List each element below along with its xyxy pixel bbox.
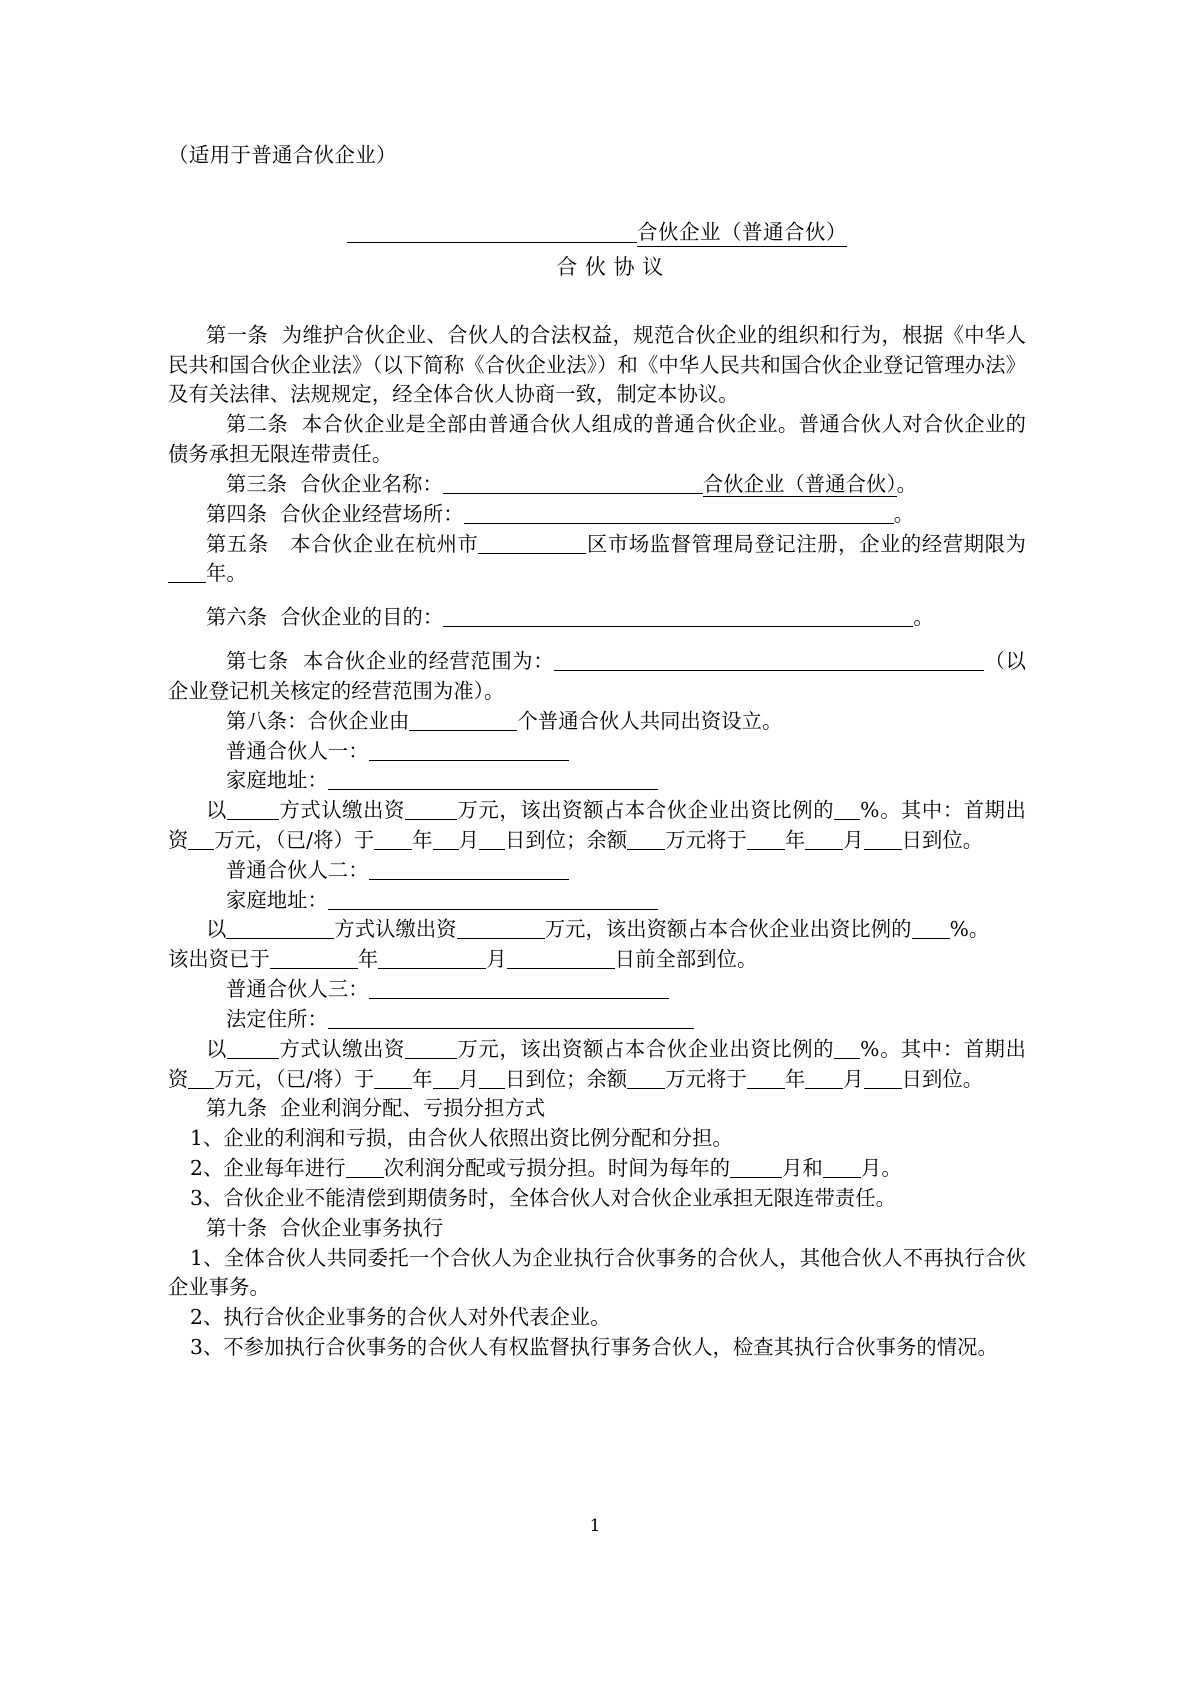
- p3-c-p10: 年: [784, 1066, 806, 1091]
- article-8-label: 第八条：: [226, 708, 308, 733]
- partner-2-amount-input[interactable]: [457, 919, 545, 939]
- p3-c-p11: 月: [843, 1066, 864, 1091]
- partner-2-name-row: [168, 856, 1026, 886]
- partner-1-label: 普通合伙人一：: [226, 738, 369, 763]
- p3-c-p9: 万元将于: [665, 1066, 747, 1091]
- p2-c-p4: %。: [949, 917, 990, 942]
- p1-c-p12: 日到位。: [901, 828, 984, 852]
- partner-2-address-row: [168, 886, 1026, 916]
- partner-3-year-input[interactable]: [374, 1068, 412, 1088]
- p2-c-p2: 方式认缴出资: [334, 917, 457, 942]
- article-10-heading: [168, 1214, 1026, 1244]
- p3-c-p4: %。其中：首期出资: [168, 1036, 1026, 1091]
- partner-2-paid-day-input[interactable]: [507, 949, 615, 969]
- article-7-label: 第七条: [226, 649, 289, 674]
- p3-c-p3: 万元，该出资额占本合伙企业出资比例的: [457, 1036, 835, 1061]
- partner-3-address-row: [168, 1005, 1026, 1035]
- partner-3-month-input[interactable]: [433, 1068, 459, 1088]
- applicability-note: （适用于普通合伙企业）: [168, 143, 397, 167]
- partner-1-name-row: [168, 737, 1026, 767]
- article-1-text: 为维护合伙企业、合伙人的合法权益，规范合伙企业的组织和行为，根据《中华人民共和国合伙企业法》（以下简称《合伙企业法》）和《中华人民共和国合伙企业登记管理办法》及有关法律、法规规定，经全体合伙人协商一致，制定本协议。: [168, 322, 1026, 407]
- article-8-part2: 个普通合伙人共同出资设立。: [517, 708, 783, 733]
- article-7-suffix: （以企业登记机关核定的经营范围为准）。: [168, 649, 1027, 703]
- p3-c-p6: 年: [412, 1066, 433, 1091]
- article-8-part1: 合伙企业由: [307, 708, 410, 733]
- article-1: [168, 321, 1026, 410]
- partner-3-day-input[interactable]: [479, 1068, 505, 1088]
- p3-c-p8: 日到位；余额: [505, 1066, 628, 1091]
- article-9-title: 企业利润分配、亏损分担方式: [280, 1096, 546, 1121]
- article-6-suffix: 。: [913, 605, 934, 630]
- partner-1-month-input[interactable]: [433, 830, 459, 850]
- partner-3-amount-input[interactable]: [405, 1039, 457, 1059]
- article-6-prefix: 合伙企业的目的：: [280, 605, 444, 630]
- p1-c-p4: %。其中：首期出资: [168, 798, 1026, 852]
- article-9-label: 第九条: [206, 1096, 268, 1121]
- article-9-item-1: 1、企业的利润和亏损，由合伙人依照出资比例分配和分担。: [190, 1126, 733, 1151]
- article-5-part2: 区市场监督管理局登记注册，企业的经营期限为: [586, 531, 1026, 556]
- p1-c-p5: 万元，（已/将）于: [214, 828, 375, 852]
- p1-c-p11: 月: [843, 828, 864, 852]
- partner-1-address-label: 家庭地址：: [226, 768, 328, 793]
- partner-1-balance-year-input[interactable]: [747, 830, 785, 850]
- article-3-value: 合伙企业（普通合伙）: [702, 471, 897, 496]
- page-number: 1: [589, 1516, 601, 1536]
- partner-2-paid-month-input[interactable]: [378, 949, 486, 969]
- article-6-label: 第六条: [206, 605, 268, 630]
- article-10-item-3: 3、不参加执行合伙事务的合伙人有权监督执行事务合伙人，检查其执行合伙事务的情况。: [190, 1335, 998, 1360]
- article-1-label: 第一条: [206, 322, 269, 347]
- purpose-input[interactable]: [443, 607, 913, 627]
- p1-c-p8: 日到位；余额: [505, 828, 628, 852]
- article-6: [168, 603, 1026, 633]
- partner-2-percent-input[interactable]: [912, 919, 950, 939]
- document-title-block: [168, 215, 1026, 281]
- partner-1-year-input[interactable]: [374, 830, 412, 850]
- partner-3-balance-day-input[interactable]: [864, 1068, 902, 1088]
- a9-i2-p3: 月和: [782, 1156, 823, 1181]
- partner-3-contribution: [168, 1035, 1026, 1095]
- partner-2-paid-date: [168, 945, 1026, 975]
- article-9-heading: [168, 1094, 1026, 1124]
- partner-count-input[interactable]: [409, 710, 517, 730]
- p3-c-p5: 万元，（已/将）于: [214, 1066, 375, 1091]
- article-10-item-2: 2、执行合伙企业事务的合伙人对外代表企业。: [190, 1305, 611, 1330]
- title-company-line: [168, 215, 1026, 245]
- title-company-suffix: 合伙企业（普通合伙）: [637, 220, 847, 247]
- partner-2-label: 普通合伙人二：: [226, 857, 369, 882]
- p1-c-p2: 方式认缴出资: [278, 798, 406, 823]
- partner-3-address-label: 法定住所：: [226, 1006, 328, 1031]
- partner-3-percent-input[interactable]: [834, 1039, 860, 1059]
- article-3-suffix: 。: [896, 471, 917, 496]
- company-name-blank[interactable]: [347, 242, 637, 243]
- partner-3-name-row: [168, 975, 1026, 1005]
- distribution-month-2-input[interactable]: [823, 1158, 861, 1178]
- district-input[interactable]: [478, 533, 586, 553]
- a9-i2-p2: 次利润分配或亏损分担。时间为每年的: [383, 1156, 731, 1181]
- a9-i2-p1: 2、企业每年进行: [190, 1156, 346, 1181]
- p2-c-p1: 以: [206, 917, 227, 942]
- article-5: [168, 530, 1026, 590]
- article-5-part3: 年。: [206, 561, 247, 586]
- partner-1-balance-month-input[interactable]: [805, 830, 843, 850]
- a9-i2-p4: 月。: [860, 1156, 902, 1181]
- p2-d-p4: 日前全部到位。: [614, 947, 758, 972]
- partner-1-first-amount-input[interactable]: [188, 830, 214, 850]
- p1-c-p1: 以: [206, 798, 227, 823]
- partner-2-contribution: [168, 915, 1026, 945]
- partner-3-balance-input[interactable]: [627, 1068, 665, 1088]
- business-premises-input[interactable]: [464, 503, 894, 523]
- partner-3-name-input[interactable]: [369, 979, 669, 999]
- p3-c-p7: 月: [458, 1066, 480, 1091]
- article-9-item-2: [168, 1154, 1026, 1184]
- p1-c-p3: 万元，该出资额占本合伙企业出资比例的: [457, 798, 835, 823]
- article-2: [168, 410, 1026, 470]
- article-9-item-3: 3、合伙企业不能清偿到期债务时，全体合伙人对合伙企业承担无限连带责任。: [190, 1185, 896, 1210]
- article-7: [168, 647, 1026, 707]
- article-10-item-1: 1、全体合伙人共同委托一个合伙人为企业执行合伙事务的合伙人，其他合伙人不再执行合伙企业事务。: [168, 1245, 1026, 1300]
- partner-2-address-label: 家庭地址：: [226, 887, 328, 912]
- partner-1-percent-input[interactable]: [834, 800, 860, 820]
- article-10-title: 合伙企业事务执行: [280, 1215, 444, 1240]
- partner-2-method-input[interactable]: [226, 919, 334, 939]
- article-5-label: 第五条: [206, 531, 269, 556]
- company-name-input[interactable]: [443, 474, 703, 494]
- article-8: [168, 707, 1026, 737]
- partner-1-method-input[interactable]: [227, 800, 279, 820]
- article-2-text: 本合伙企业是全部由普通合伙人组成的普通合伙企业。普通合伙人对合伙企业的债务承担无限连带责任。: [168, 412, 1026, 467]
- article-2-label: 第二条: [226, 412, 289, 437]
- p3-c-p1: 以: [206, 1036, 227, 1061]
- p2-d-p3: 月: [486, 947, 507, 972]
- partner-2-paid-year-input[interactable]: [270, 949, 358, 969]
- partner-1-contribution: [168, 796, 1026, 856]
- partner-3-label: 普通合伙人三：: [226, 977, 369, 1002]
- p1-c-p7: 月: [458, 828, 480, 852]
- partner-1-amount-input[interactable]: [405, 800, 457, 820]
- p2-d-p1: 该出资已于: [168, 947, 270, 972]
- article-5-part1: 本合伙企业在杭州市: [290, 531, 479, 556]
- p2-c-p3: 万元，该出资额占本合伙企业出资比例的: [544, 917, 912, 942]
- p3-c-p12: 日到位。: [901, 1066, 984, 1091]
- term-years-input[interactable]: [168, 563, 206, 583]
- article-3: [168, 470, 1026, 500]
- article-4-prefix: 合伙企业经营场所：: [280, 501, 464, 526]
- distribution-month-1-input[interactable]: [730, 1158, 782, 1178]
- partner-3-balance-year-input[interactable]: [747, 1068, 785, 1088]
- document-body: [168, 140, 1026, 1363]
- article-4-label: 第四条: [206, 501, 268, 526]
- p1-c-p6: 年: [412, 828, 433, 852]
- partner-1-balance-day-input[interactable]: [864, 830, 902, 850]
- partner-1-balance-input[interactable]: [627, 830, 665, 850]
- article-4: [168, 500, 1026, 530]
- p3-c-p2: 方式认缴出资: [278, 1036, 406, 1061]
- partner-2-name-input[interactable]: [369, 860, 569, 880]
- partner-2-address-input[interactable]: [328, 889, 658, 909]
- partner-1-address-row: [168, 766, 1026, 796]
- partner-3-balance-month-input[interactable]: [805, 1068, 843, 1088]
- title-main: 合 伙 协 议: [556, 254, 664, 279]
- partner-1-name-input[interactable]: [369, 740, 569, 760]
- partner-3-address-input[interactable]: [328, 1009, 694, 1029]
- p1-c-p9: 万元将于: [665, 828, 747, 852]
- p1-c-p10: 年: [784, 828, 806, 852]
- partner-3-method-input[interactable]: [227, 1039, 279, 1059]
- article-7-prefix: 本合伙企业的经营范围为：: [303, 649, 555, 674]
- partner-1-day-input[interactable]: [479, 830, 505, 850]
- business-scope-input[interactable]: [554, 651, 984, 671]
- article-3-prefix: 合伙企业名称：: [300, 471, 443, 496]
- article-3-label: 第三条: [226, 471, 288, 496]
- partner-3-first-amount-input[interactable]: [188, 1068, 214, 1088]
- partner-1-address-input[interactable]: [328, 770, 658, 790]
- article-10-label: 第十条: [206, 1215, 268, 1240]
- profit-distribution-times-input[interactable]: [346, 1158, 384, 1178]
- article-4-suffix: 。: [893, 501, 915, 526]
- p2-d-p2: 年: [357, 947, 379, 972]
